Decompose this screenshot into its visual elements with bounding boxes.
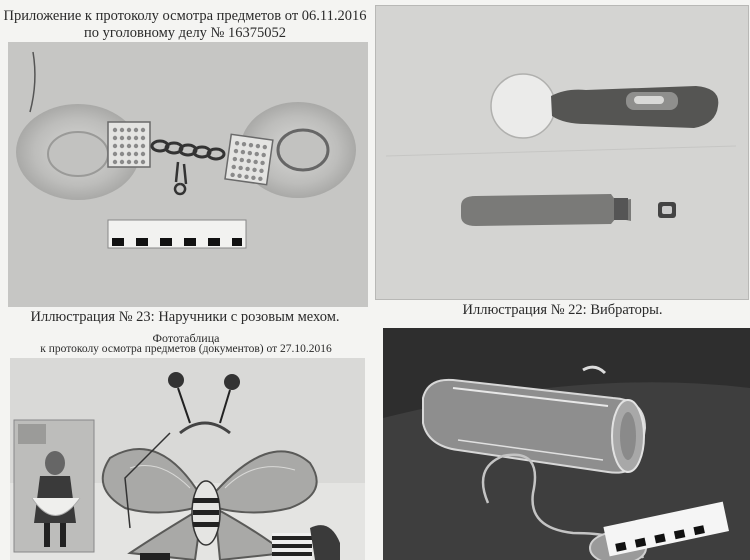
photo-dildo [383, 328, 750, 560]
header-line-2: по уголовному делу № 16375052 [83, 25, 287, 41]
caption-illustration-23: Иллюстрация № 23: Наручники с розовым мехом. [30, 309, 340, 325]
header-line-1: Приложение к протоколу осмотра предметов от 06.11.2016 [3, 8, 367, 24]
panel-vibrators [375, 0, 750, 330]
scale-ruler [108, 220, 246, 248]
photo-vibrators [375, 5, 749, 300]
panel-handcuffs [0, 0, 370, 330]
photo-handcuffs [8, 42, 368, 307]
bee-body [192, 481, 220, 545]
caption-illustration-22: Иллюстрация № 22: Вибраторы. [462, 302, 663, 318]
panel-bee-costume [0, 328, 372, 560]
costume-package [14, 420, 94, 552]
photo-table-subtitle: к протоколу осмотра предметов (документов) от 27.10.2016 [40, 343, 332, 355]
photo-bee-costume [10, 358, 365, 560]
small-part [658, 202, 676, 218]
panel-dildo [383, 328, 750, 560]
photo-table-title: Фототаблица [152, 331, 220, 345]
long-vibrator [461, 194, 631, 226]
